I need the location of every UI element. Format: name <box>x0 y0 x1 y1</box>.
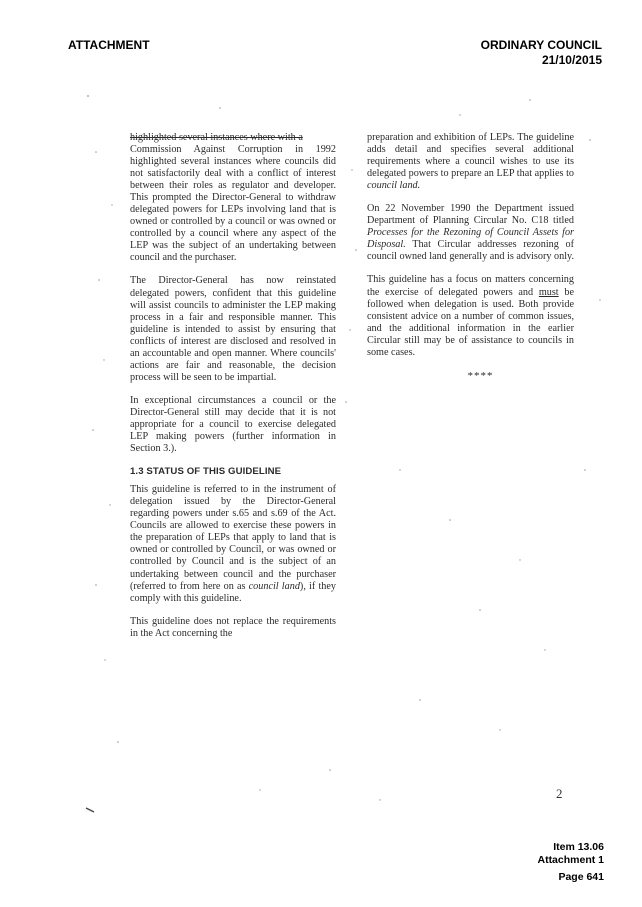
left-paragraph-5: This guideline does not replace the requirements in the Act concerning the <box>130 615 336 639</box>
footer-item: Item 13.06 <box>553 841 604 853</box>
right-paragraph-3 <box>367 274 574 358</box>
must-underlined: must <box>538 286 559 298</box>
left-paragraph-4 <box>130 484 336 604</box>
right-paragraph-3-b: be followed when delegation is used. Both provide consistent advice on a number of common issues, and the additional information in the earlier Circular still may be of assistance to councils in some cases. <box>367 286 574 358</box>
header-attachment: ATTACHMENT <box>68 38 150 52</box>
council-land-term: council land <box>248 580 300 592</box>
header-meeting-date: 21/10/2015 <box>541 53 602 67</box>
left-paragraph-1: Commission Against Corruption in 1992 highlighted several instances where councils did not satisfactorily deal with a conflict of interest between their roles as regulator and developer. This prompted the Director-General to withdraw delegated powers for LEPs involving land that is owned or controlled by a council or was owned or controlled by a council where any aspect of the LEP was the subject of an undertaking between council and the purchaser. <box>130 144 336 264</box>
right-column <box>367 132 574 382</box>
right-paragraph-3-a: This guideline has a focus on matters concerning the exercise of delegated powers and <box>367 274 574 298</box>
scan-mark <box>86 808 94 812</box>
right-paragraph-1 <box>367 132 574 192</box>
left-column <box>130 132 336 651</box>
left-paragraph-2: The Director-General has now reinstated delegated powers, confident that this guideline will assist councils to administer the LEP making process in a fair and responsible manner. This guideline is intended to assist by ensuring that conflicts of interest are disclosed and resolved in an accountable and open manner. Where councils' actions are fair and reasonable, the decision process will be seen to be impartial. <box>130 275 336 383</box>
circular-title: Processes for the Rezoning of Council Assets for Disposal. <box>367 227 574 251</box>
right-paragraph-2-b: That Circular addresses rezoning of council owned land generally and is advisory only. <box>367 239 574 263</box>
right-paragraph-2-a: On 22 November 1990 the Department issued Department of Planning Circular No. C18 titled <box>367 203 574 227</box>
left-paragraph-4-a: This guideline is referred to in the instrument of delegation issued by the Director-General regarding powers under s.65 and s.69 of the Act. Councils are allowed to exercise these powers in the preparation of LEPs that apply to land that is owned or controlled by Council, or was owned or controlled by Council and is the subject of an undertaking between council and the purchaser (referred to from here on as <box>130 484 336 592</box>
right-paragraph-1-italic: council land. <box>367 180 421 192</box>
left-paragraph-3: In exceptional circumstances a council or the Director-General still may decide that it is not appropriate for a council to exercise delegated LEP making powers (further information in Section 3.). <box>130 394 336 455</box>
left-paragraph-4-b: ), if they comply with this guideline. <box>130 580 336 604</box>
section-end-stars: **** <box>467 369 494 382</box>
section-heading: 1.3 STATUS OF THIS GUIDELINE <box>130 466 282 478</box>
right-paragraph-2 <box>367 203 574 263</box>
struck-line: highlighted several instances where with a <box>130 132 303 143</box>
footer-page: Page 641 <box>558 871 604 883</box>
header-meeting-title: ORDINARY COUNCIL <box>480 38 602 52</box>
header-meeting <box>481 38 602 68</box>
footer-attachment: Attachment 1 <box>537 854 604 866</box>
page-number: 2 <box>556 786 563 801</box>
right-paragraph-1-a: preparation and exhibition of LEPs. The guideline adds detail and specifies several additional requirements where a council wishes to use its delegated powers to prepare an LEP that applies to <box>367 132 574 180</box>
